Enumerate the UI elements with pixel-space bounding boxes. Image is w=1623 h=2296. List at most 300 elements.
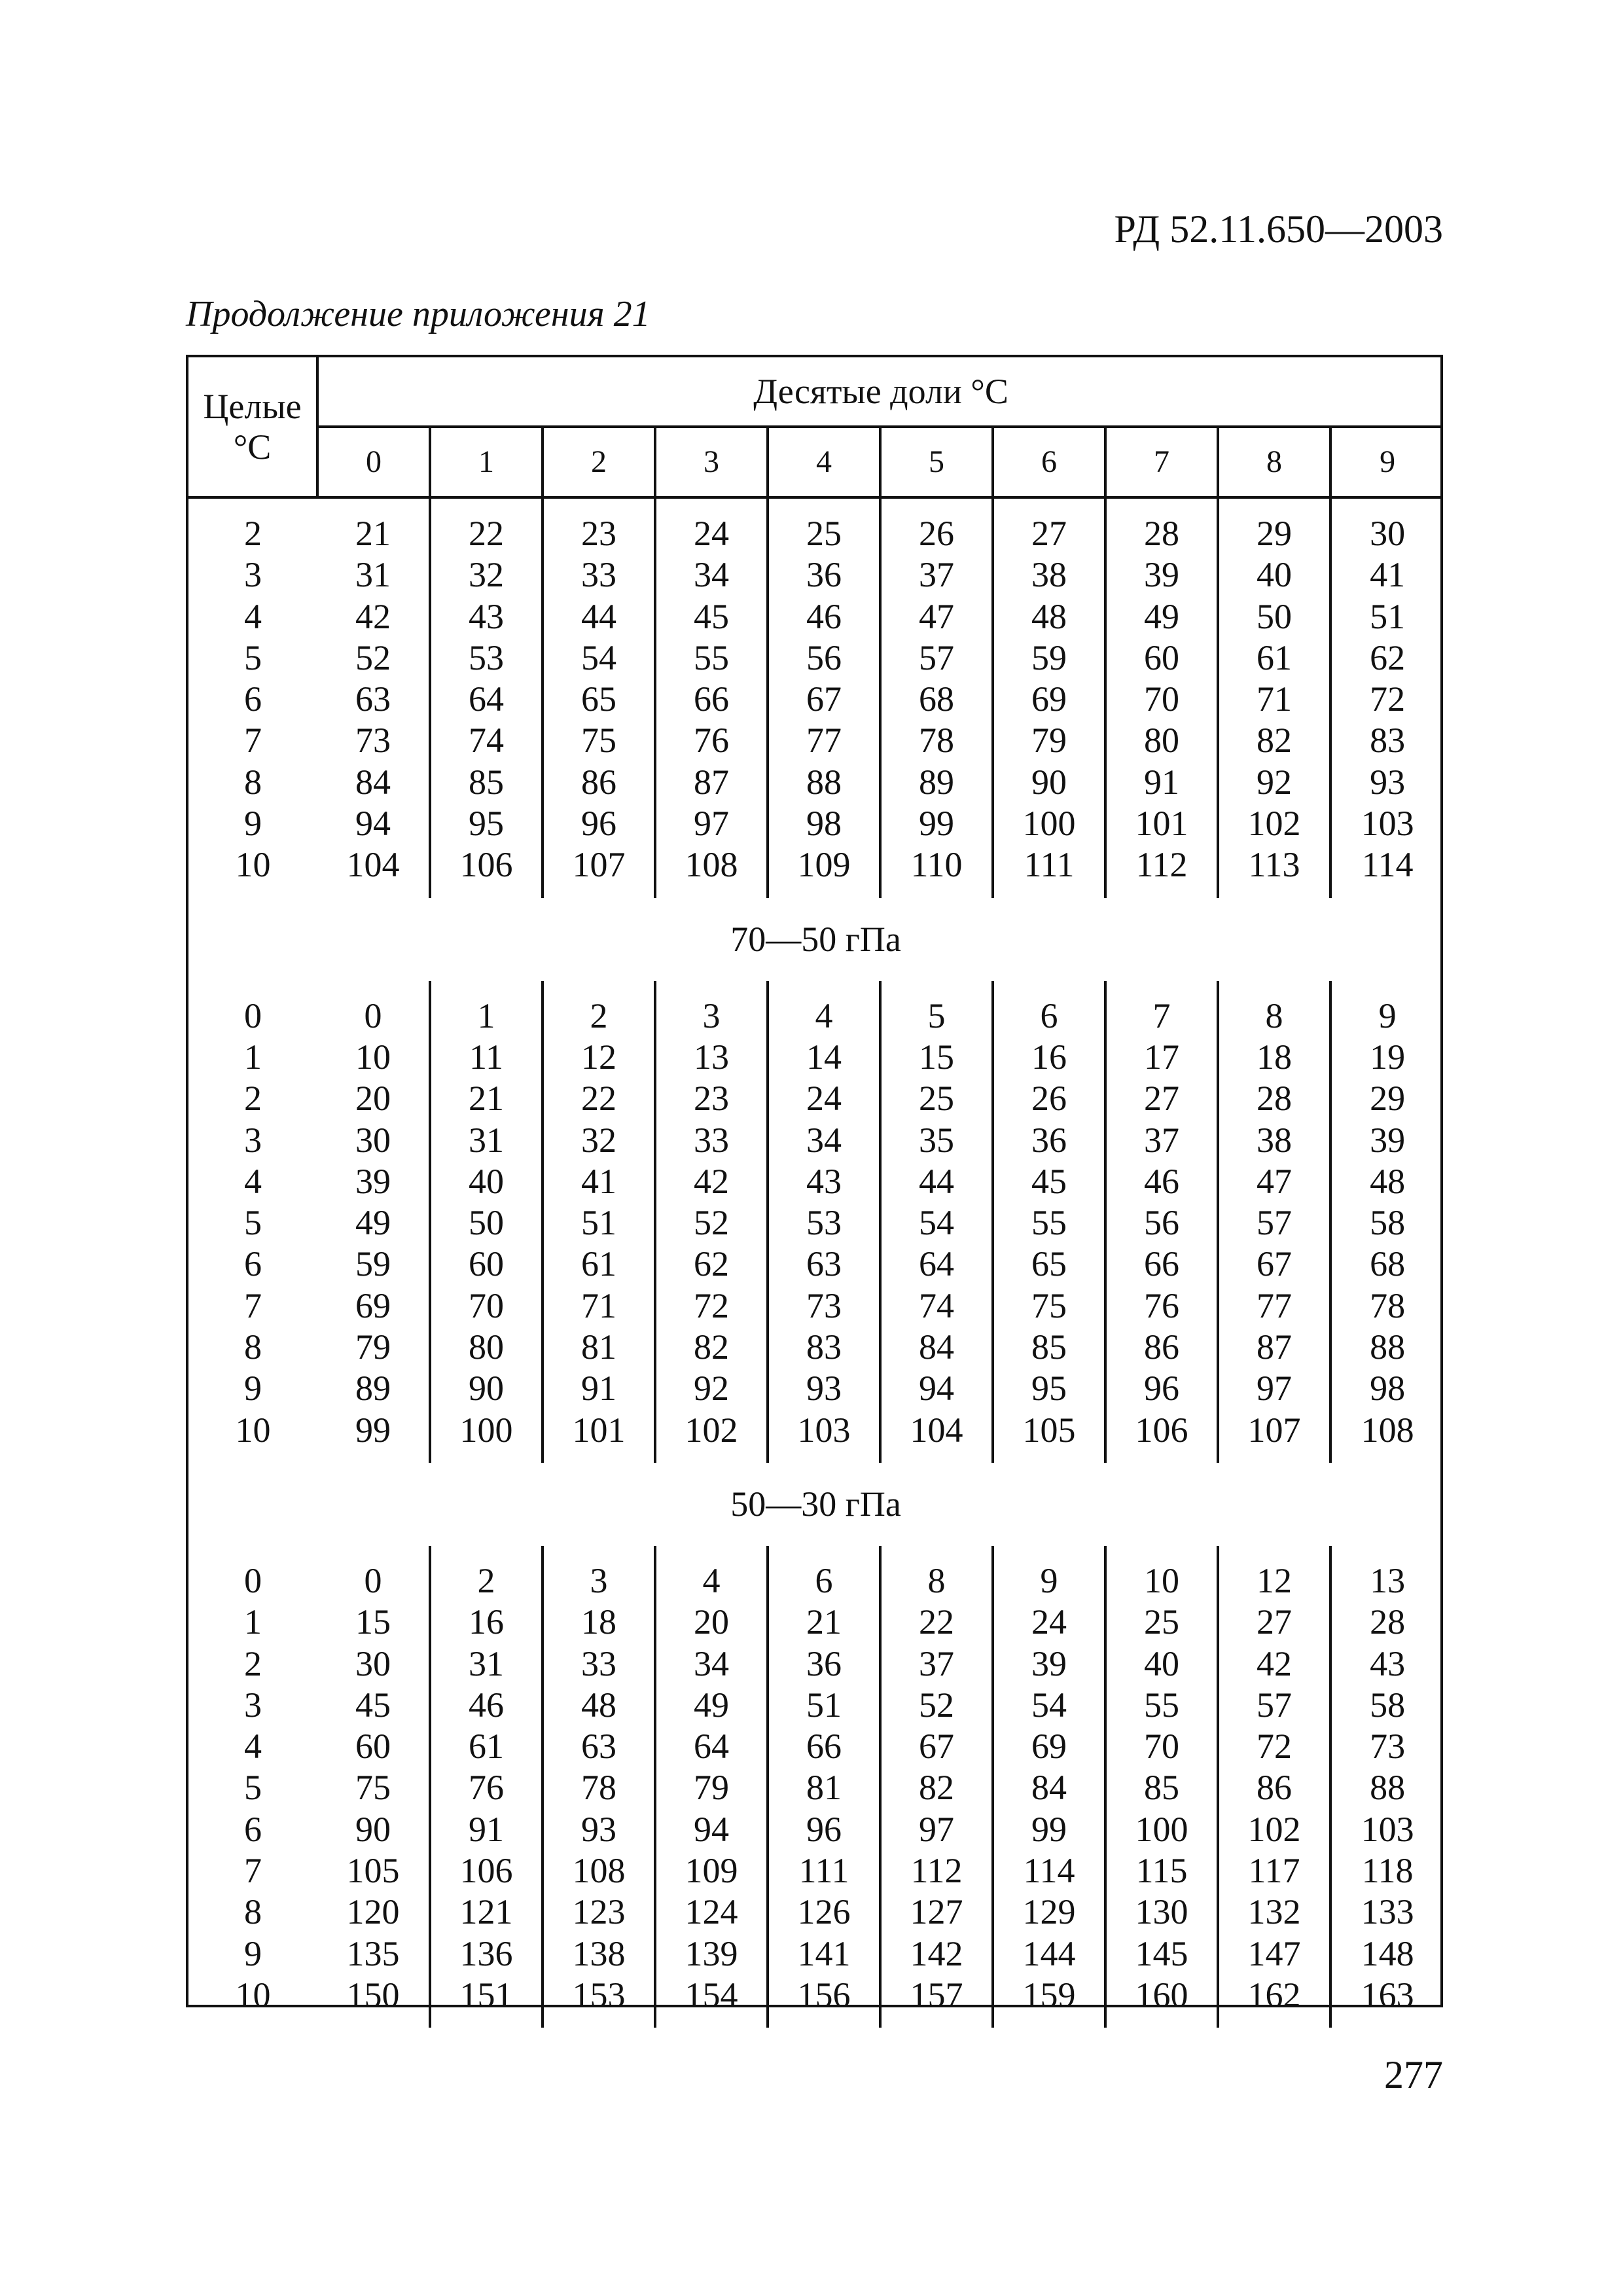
value-cell: 103	[1361, 804, 1414, 844]
value-cell: 50	[430, 1202, 543, 1244]
value-cell: 52	[317, 637, 430, 679]
value-cell: 31	[430, 1120, 543, 1161]
value-cell: 12	[543, 1037, 655, 1078]
value-cell: 81	[768, 1767, 880, 1808]
value-cell: 98	[768, 803, 880, 844]
value-cell: 78	[543, 1767, 655, 1808]
value-cell: 37	[1105, 1120, 1218, 1161]
value-cell: 100	[430, 1410, 543, 1451]
table-row	[188, 1602, 1443, 1643]
value-cell: 73	[317, 720, 430, 761]
value-cell: 141	[768, 1933, 880, 1975]
whole-degree-cell: 8	[244, 1327, 262, 1367]
value-cell: 55	[655, 637, 768, 679]
whole-degree-cell: 2	[244, 1079, 262, 1119]
value-cell: 62	[1370, 637, 1406, 677]
table-row	[188, 1161, 1443, 1202]
value-cell: 105	[993, 1410, 1105, 1451]
value-cell: 55	[993, 1202, 1105, 1244]
value-cell: 133	[1361, 1892, 1414, 1932]
table-row	[188, 1892, 1443, 1933]
value-cell: 151	[430, 1975, 543, 2016]
value-cell: 90	[430, 1368, 543, 1409]
value-cell: 106	[430, 1850, 543, 1892]
value-cell: 162	[1218, 1975, 1330, 2016]
value-cell: 153	[543, 1975, 655, 2016]
whole-degree-cell: 6	[244, 679, 262, 719]
spacer-row	[188, 497, 1443, 513]
value-cell: 9	[1378, 996, 1397, 1035]
value-cell: 83	[1370, 721, 1406, 761]
value-cell: 98	[1370, 1369, 1406, 1408]
table-row	[188, 1726, 1443, 1767]
value-cell: 103	[768, 1410, 880, 1451]
value-cell: 96	[1105, 1368, 1218, 1409]
table-row	[188, 1202, 1443, 1244]
value-cell: 39	[1105, 554, 1218, 596]
value-cell: 75	[993, 1285, 1105, 1327]
value-cell: 10	[1105, 1560, 1218, 1602]
value-cell: 12	[1218, 1560, 1330, 1602]
section-title-row	[188, 898, 1443, 981]
value-cell: 42	[1218, 1643, 1330, 1685]
value-cell: 64	[880, 1244, 993, 1285]
spacer-row	[188, 1451, 1443, 1463]
value-cell: 29	[1370, 1079, 1406, 1119]
value-cell: 36	[768, 1643, 880, 1685]
value-cell: 124	[655, 1892, 768, 1933]
value-cell: 69	[993, 679, 1105, 720]
value-cell: 66	[768, 1726, 880, 1767]
value-cell: 31	[317, 554, 430, 596]
value-cell: 39	[993, 1643, 1105, 1685]
whole-degree-cell: 3	[244, 555, 262, 595]
whole-degree-cell: 10	[235, 845, 271, 885]
value-cell: 42	[317, 596, 430, 637]
value-cell: 84	[993, 1767, 1105, 1808]
value-cell: 60	[317, 1726, 430, 1767]
value-cell: 88	[1370, 1768, 1406, 1808]
value-cell: 91	[543, 1368, 655, 1409]
value-cell: 38	[1218, 1120, 1330, 1161]
value-cell: 127	[880, 1892, 993, 1933]
table-row	[188, 1767, 1443, 1808]
value-cell: 71	[543, 1285, 655, 1327]
table-row	[188, 1933, 1443, 1975]
value-cell: 66	[1105, 1244, 1218, 1285]
section-title: 70—50 гПа	[730, 919, 901, 959]
value-cell: 163	[1361, 1975, 1414, 2015]
value-cell: 70	[430, 1285, 543, 1327]
value-cell: 33	[543, 1643, 655, 1685]
value-cell: 29	[1218, 513, 1330, 554]
value-cell: 97	[1218, 1368, 1330, 1409]
value-cell: 0	[317, 996, 430, 1037]
value-cell: 9	[993, 1560, 1105, 1602]
value-cell: 108	[543, 1850, 655, 1892]
value-cell: 99	[880, 803, 993, 844]
value-cell: 13	[1370, 1560, 1406, 1600]
value-cell: 90	[317, 1809, 430, 1850]
value-cell: 4	[655, 1560, 768, 1602]
value-cell: 59	[993, 637, 1105, 679]
value-cell: 33	[543, 554, 655, 596]
value-cell: 110	[880, 844, 993, 886]
tenths-digit-header: 0	[317, 427, 430, 497]
value-cell: 27	[1218, 1602, 1330, 1643]
value-cell: 147	[1218, 1933, 1330, 1975]
value-cell: 112	[880, 1850, 993, 1892]
value-cell: 20	[655, 1602, 768, 1643]
value-cell: 108	[655, 844, 768, 886]
whole-degree-cell: 2	[244, 514, 262, 553]
value-cell: 18	[543, 1602, 655, 1643]
whole-degree-cell: 7	[244, 721, 262, 761]
value-cell: 54	[993, 1685, 1105, 1726]
value-cell: 14	[768, 1037, 880, 1078]
tenths-digit-header: 1	[430, 427, 543, 497]
table-row	[188, 996, 1443, 1037]
value-cell: 48	[543, 1685, 655, 1726]
value-cell: 44	[880, 1161, 993, 1202]
value-cell: 52	[655, 1202, 768, 1244]
table-row	[188, 762, 1443, 803]
value-cell: 61	[1218, 637, 1330, 679]
value-cell: 40	[1218, 554, 1330, 596]
value-cell: 28	[1218, 1078, 1330, 1119]
whole-degree-cell: 2	[244, 1643, 262, 1683]
value-cell: 53	[430, 637, 543, 679]
value-cell: 85	[993, 1327, 1105, 1368]
whole-degree-cell: 8	[244, 1892, 262, 1932]
whole-degree-cell: 3	[244, 1120, 262, 1160]
value-cell: 112	[1105, 844, 1218, 886]
value-cell: 52	[880, 1685, 993, 1726]
value-cell: 25	[1105, 1602, 1218, 1643]
value-cell: 39	[1370, 1120, 1406, 1160]
value-cell: 26	[993, 1078, 1105, 1119]
continuation-caption: Продолжение приложения 21	[186, 294, 651, 334]
value-cell: 31	[430, 1643, 543, 1685]
value-cell: 40	[430, 1161, 543, 1202]
value-cell: 111	[993, 844, 1105, 886]
value-cell: 95	[993, 1368, 1105, 1409]
value-cell: 83	[768, 1327, 880, 1368]
value-cell: 51	[1370, 596, 1406, 636]
value-cell: 67	[768, 679, 880, 720]
value-cell: 80	[1105, 720, 1218, 761]
value-cell: 13	[655, 1037, 768, 1078]
whole-degree-cell: 0	[244, 996, 262, 1035]
table-row	[188, 1410, 1443, 1451]
value-cell: 65	[993, 1244, 1105, 1285]
value-cell: 81	[543, 1327, 655, 1368]
whole-degree-cell: 9	[244, 1369, 262, 1408]
value-cell: 11	[430, 1037, 543, 1078]
value-cell: 109	[768, 844, 880, 886]
conversion-table	[186, 355, 1443, 2015]
value-cell: 113	[1218, 844, 1330, 886]
value-cell: 36	[993, 1120, 1105, 1161]
table-row	[188, 1037, 1443, 1078]
value-cell: 77	[768, 720, 880, 761]
value-cell: 79	[655, 1767, 768, 1808]
value-cell: 64	[655, 1726, 768, 1767]
value-cell: 57	[880, 637, 993, 679]
table-row	[188, 1120, 1443, 1161]
value-cell: 87	[1218, 1327, 1330, 1368]
whole-degrees-unit: °С	[233, 427, 272, 467]
value-cell: 41	[1370, 555, 1406, 595]
value-cell: 63	[543, 1726, 655, 1767]
spacer-row	[188, 2016, 1443, 2028]
tenths-digit-header: 7	[1105, 427, 1218, 497]
whole-degree-cell: 3	[244, 1685, 262, 1725]
value-cell: 3	[543, 1560, 655, 1602]
value-cell: 22	[543, 1078, 655, 1119]
value-cell: 75	[543, 720, 655, 761]
value-cell: 46	[768, 596, 880, 637]
value-cell: 91	[430, 1809, 543, 1850]
tenths-digit-header: 5	[880, 427, 993, 497]
value-cell: 37	[880, 1643, 993, 1685]
value-cell: 92	[1218, 762, 1330, 803]
whole-degree-cell: 4	[244, 1161, 262, 1201]
value-cell: 45	[317, 1685, 430, 1726]
value-cell: 78	[880, 720, 993, 761]
value-cell: 1	[430, 996, 543, 1037]
value-cell: 65	[543, 679, 655, 720]
value-cell: 30	[1370, 514, 1406, 553]
value-cell: 84	[317, 762, 430, 803]
value-cell: 101	[1105, 803, 1218, 844]
value-cell: 2	[430, 1560, 543, 1602]
value-cell: 64	[430, 679, 543, 720]
value-cell: 50	[1218, 596, 1330, 637]
value-cell: 132	[1218, 1892, 1330, 1933]
value-cell: 89	[317, 1368, 430, 1409]
value-cell: 28	[1370, 1602, 1406, 1642]
value-cell: 34	[768, 1120, 880, 1161]
value-cell: 106	[430, 844, 543, 886]
value-cell: 5	[880, 996, 993, 1037]
value-cell: 120	[317, 1892, 430, 1933]
tenths-header: Десятые доли °С	[317, 357, 1443, 427]
value-cell: 61	[430, 1726, 543, 1767]
value-cell: 72	[1218, 1726, 1330, 1767]
value-cell: 51	[768, 1685, 880, 1726]
value-cell: 23	[543, 513, 655, 554]
value-cell: 51	[543, 1202, 655, 1244]
value-cell: 109	[655, 1850, 768, 1892]
value-cell: 80	[430, 1327, 543, 1368]
table-row	[188, 1285, 1443, 1327]
value-cell: 94	[880, 1368, 993, 1409]
value-cell: 96	[768, 1809, 880, 1850]
value-cell: 17	[1105, 1037, 1218, 1078]
value-cell: 74	[880, 1285, 993, 1327]
value-cell: 93	[1370, 762, 1406, 802]
value-cell: 26	[880, 513, 993, 554]
value-cell: 25	[880, 1078, 993, 1119]
value-cell: 97	[880, 1809, 993, 1850]
value-cell: 108	[1361, 1410, 1414, 1450]
value-cell: 102	[655, 1410, 768, 1451]
table-row	[188, 1643, 1443, 1685]
value-cell: 49	[1105, 596, 1218, 637]
value-cell: 62	[655, 1244, 768, 1285]
value-cell: 53	[768, 1202, 880, 1244]
value-cell: 34	[655, 1643, 768, 1685]
value-cell: 44	[543, 596, 655, 637]
value-cell: 135	[317, 1933, 430, 1975]
value-cell: 16	[430, 1602, 543, 1643]
whole-degree-cell: 4	[244, 1727, 262, 1767]
value-cell: 104	[880, 1410, 993, 1451]
tenths-digit-header: 9	[1330, 427, 1443, 497]
value-cell: 79	[993, 720, 1105, 761]
value-cell: 85	[430, 762, 543, 803]
value-cell: 24	[993, 1602, 1105, 1643]
whole-degree-cell: 1	[244, 1037, 262, 1077]
value-cell: 94	[317, 803, 430, 844]
value-cell: 117	[1218, 1850, 1330, 1892]
table-row	[188, 1244, 1443, 1285]
value-cell: 93	[768, 1368, 880, 1409]
table-row	[188, 1078, 1443, 1119]
whole-degree-cell: 7	[244, 1851, 262, 1891]
value-cell: 97	[655, 803, 768, 844]
value-cell: 129	[993, 1892, 1105, 1933]
value-cell: 103	[1361, 1809, 1414, 1849]
value-cell: 126	[768, 1892, 880, 1933]
value-cell: 22	[430, 513, 543, 554]
whole-degree-cell: 9	[244, 1933, 262, 1973]
value-cell: 60	[1105, 637, 1218, 679]
value-cell: 145	[1105, 1933, 1218, 1975]
table-row	[188, 1685, 1443, 1726]
value-cell: 24	[655, 513, 768, 554]
value-cell: 73	[768, 1285, 880, 1327]
value-cell: 100	[1105, 1809, 1218, 1850]
value-cell: 84	[880, 1327, 993, 1368]
tenths-digit-header: 2	[543, 427, 655, 497]
value-cell: 102	[1218, 1809, 1330, 1850]
value-cell: 45	[993, 1161, 1105, 1202]
value-cell: 102	[1218, 803, 1330, 844]
section-title: 50—30 гПа	[730, 1484, 901, 1524]
value-cell: 142	[880, 1933, 993, 1975]
value-cell: 121	[430, 1892, 543, 1933]
value-cell: 75	[317, 1767, 430, 1808]
value-cell: 54	[543, 637, 655, 679]
value-cell: 76	[1105, 1285, 1218, 1327]
tenths-digit-header: 3	[655, 427, 768, 497]
value-cell: 8	[1218, 996, 1330, 1037]
value-cell: 35	[880, 1120, 993, 1161]
value-cell: 92	[655, 1368, 768, 1409]
value-cell: 22	[880, 1602, 993, 1643]
value-cell: 43	[768, 1161, 880, 1202]
value-cell: 46	[1105, 1161, 1218, 1202]
value-cell: 78	[1370, 1285, 1406, 1325]
value-cell: 115	[1105, 1850, 1218, 1892]
value-cell: 93	[543, 1809, 655, 1850]
value-cell: 138	[543, 1933, 655, 1975]
value-cell: 7	[1105, 996, 1218, 1037]
value-cell: 159	[993, 1975, 1105, 2016]
value-cell: 88	[1370, 1327, 1406, 1367]
value-cell: 73	[1370, 1727, 1406, 1767]
value-cell: 114	[1361, 845, 1414, 885]
whole-degree-cell: 4	[244, 596, 262, 636]
value-cell: 47	[880, 596, 993, 637]
value-cell: 33	[655, 1120, 768, 1161]
value-cell: 72	[1370, 679, 1406, 719]
tenths-digit-header: 6	[993, 427, 1105, 497]
page-number: 277	[1384, 2053, 1443, 2096]
value-cell: 82	[880, 1767, 993, 1808]
value-cell: 15	[317, 1602, 430, 1643]
value-cell: 42	[655, 1161, 768, 1202]
value-cell: 21	[768, 1602, 880, 1643]
value-cell: 59	[317, 1244, 430, 1285]
value-cell: 82	[1218, 720, 1330, 761]
value-cell: 144	[993, 1933, 1105, 1975]
value-cell: 21	[430, 1078, 543, 1119]
value-cell: 70	[1105, 679, 1218, 720]
table-row	[188, 637, 1443, 679]
whole-degree-cell: 8	[244, 762, 262, 802]
value-cell: 49	[317, 1202, 430, 1244]
value-cell: 28	[1105, 513, 1218, 554]
value-cell: 10	[317, 1037, 430, 1078]
value-cell: 55	[1105, 1685, 1218, 1726]
whole-degree-cell: 10	[235, 1975, 271, 2015]
value-cell: 23	[655, 1078, 768, 1119]
value-cell: 63	[768, 1244, 880, 1285]
value-cell: 34	[655, 554, 768, 596]
whole-degree-cell: 6	[244, 1809, 262, 1849]
value-cell: 99	[993, 1809, 1105, 1850]
value-cell: 16	[993, 1037, 1105, 1078]
value-cell: 32	[430, 554, 543, 596]
tenths-digit-header: 8	[1218, 427, 1330, 497]
tenths-digit-header: 4	[768, 427, 880, 497]
whole-degree-cell: 5	[244, 1203, 262, 1243]
table-row	[188, 1560, 1443, 1602]
table-row	[188, 554, 1443, 596]
value-cell: 130	[1105, 1892, 1218, 1933]
value-cell: 111	[768, 1850, 880, 1892]
value-cell: 36	[768, 554, 880, 596]
value-cell: 60	[430, 1244, 543, 1285]
value-cell: 123	[543, 1892, 655, 1933]
value-cell: 86	[543, 762, 655, 803]
value-cell: 70	[1105, 1726, 1218, 1767]
value-cell: 156	[768, 1975, 880, 2016]
value-cell: 99	[317, 1410, 430, 1451]
value-cell: 160	[1105, 1975, 1218, 2016]
value-cell: 148	[1361, 1933, 1414, 1973]
value-cell: 15	[880, 1037, 993, 1078]
value-cell: 100	[993, 803, 1105, 844]
value-cell: 69	[317, 1285, 430, 1327]
value-cell: 0	[317, 1560, 430, 1602]
value-cell: 48	[993, 596, 1105, 637]
value-cell: 43	[1370, 1643, 1406, 1683]
table-row	[188, 720, 1443, 761]
